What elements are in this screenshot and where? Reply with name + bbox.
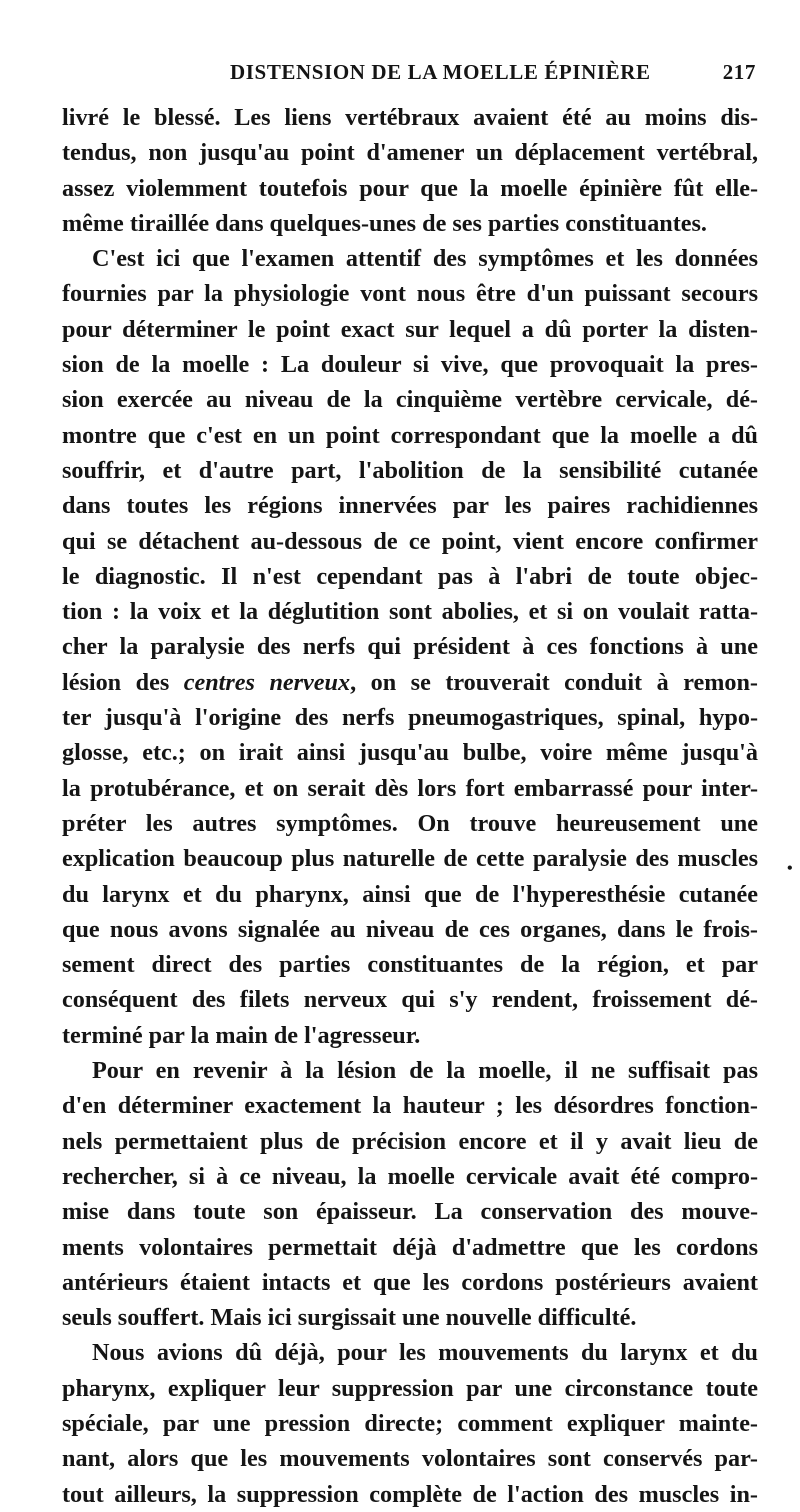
text-line: nels permettaient plus de précision encore et il y avait lieu de	[62, 1127, 758, 1155]
italic-term: centres nerveux	[183, 668, 351, 696]
text-line: cher la paralysie des nerfs qui président à ces fonctions à une	[62, 633, 758, 661]
text-line: seuls souffert. Mais ici surgissait une nouvelle difficulté.	[62, 1304, 637, 1332]
text-line: assez violemment toutefois pour que la moelle épinière fût elle-	[62, 174, 758, 202]
text-line: glosse, etc.; on irait ainsi jusqu'au bulbe, voire même jusqu'à	[62, 739, 758, 767]
text-line: rechercher, si à ce niveau, la moelle cervicale avait été compro-	[62, 1162, 758, 1190]
margin-mark: •	[787, 860, 793, 877]
text-line: préter les autres symptômes. On trouve heureusement une	[62, 809, 758, 837]
text-line: qui se détachent au-dessous de ce point, vient encore confirmer	[62, 527, 758, 555]
text-line: tion : la voix et la déglutition sont abolies, et si on voulait ratta-	[62, 598, 758, 626]
running-head	[62, 60, 762, 90]
text-line: même tiraillée dans quelques-unes de ses parties constituantes.	[62, 209, 707, 237]
text-line: du larynx et du pharynx, ainsi que de l'hyperesthésie cutanée	[62, 880, 758, 908]
text-line: fournies par la physiologie vont nous être d'un puissant secours	[62, 280, 758, 308]
text-line: livré le blessé. Les liens vertébraux avaient été au moins dis-	[62, 104, 758, 131]
text-line: nant, alors que les mouvements volontaires sont conservés par-	[62, 1445, 758, 1473]
text-line: dans toutes les régions innervées par les paires rachidiennes	[62, 492, 758, 520]
body-text	[62, 100, 758, 1512]
text-line: conséquent des filets nerveux qui s'y rendent, froissement dé-	[62, 986, 758, 1014]
running-head-title: DISTENSION DE LA MOELLE ÉPINIÈRE	[230, 60, 651, 84]
text-line: sement direct des parties constituantes de la région, et par	[62, 951, 758, 979]
text-line: ments volontaires permettait déjà d'admettre que les cordons	[62, 1233, 758, 1261]
text-line: sion de la moelle : La douleur si vive, que provoquait la pres-	[62, 351, 758, 379]
text-line: spéciale, par une pression directe; comment expliquer mainte-	[62, 1409, 758, 1437]
text-line: pour déterminer le point exact sur lequel a dû porter la disten-	[62, 315, 758, 343]
text-line: lésion des centres nerveux, on se trouverait conduit à remon-	[62, 668, 758, 696]
text-line: C'est ici que l'examen attentif des symptômes et les données	[92, 245, 758, 273]
text-line: tendus, non jusqu'au point d'amener un déplacement vertébral,	[62, 139, 758, 167]
text-line: souffrir, et d'autre part, l'abolition de la sensibilité cutanée	[62, 456, 758, 484]
text-line: que nous avons signalée au niveau de ces organes, dans le frois-	[62, 915, 758, 943]
text-line: tout ailleurs, la suppression complète de l'action des muscles in-	[62, 1480, 758, 1508]
text-line: mise dans toute son épaisseur. La conservation des mouve-	[62, 1198, 758, 1226]
text-line: le diagnostic. Il n'est cependant pas à l'abri de toute objec-	[62, 562, 758, 590]
text-line: sion exercée au niveau de la cinquième vertèbre cervicale, dé-	[62, 386, 758, 414]
text-line: terminé par la main de l'agresseur.	[62, 1021, 421, 1049]
text-line: explication beaucoup plus naturelle de cette paralysie des muscles	[62, 845, 758, 873]
page-number: 217	[722, 60, 756, 84]
text-line: d'en déterminer exactement la hauteur ; les désordres fonction-	[62, 1092, 758, 1120]
text-line: la protubérance, et on serait dès lors fort embarrassé pour inter-	[62, 774, 758, 802]
text-line: montre que c'est en un point correspondant que la moelle a dû	[62, 421, 758, 449]
text-line: pharynx, expliquer leur suppression par une circonstance toute	[62, 1374, 758, 1402]
text-line: antérieurs étaient intacts et que les cordons postérieurs avaient	[62, 1268, 758, 1296]
text-line: ter jusqu'à l'origine des nerfs pneumogastriques, spinal, hypo-	[62, 704, 758, 732]
text-line: Nous avions dû déjà, pour les mouvements du larynx et du	[92, 1339, 758, 1367]
text-line: Pour en revenir à la lésion de la moelle, il ne suffisait pas	[92, 1057, 758, 1085]
